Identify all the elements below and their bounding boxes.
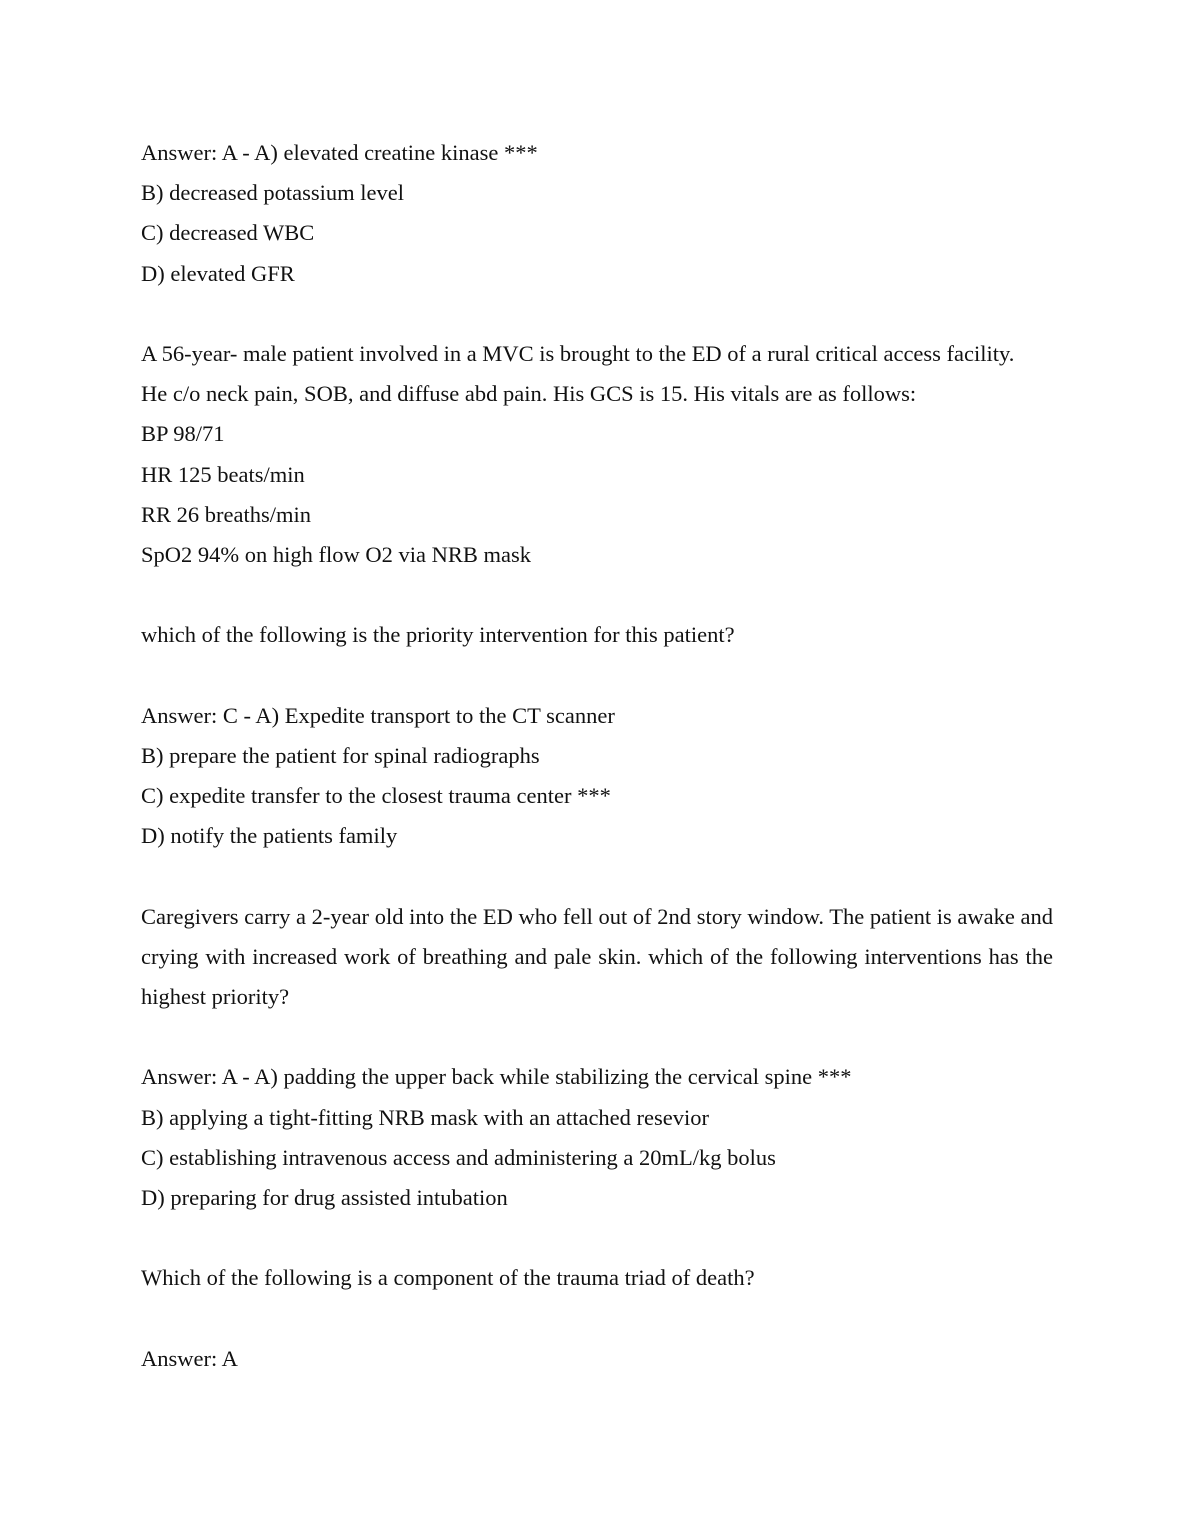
option-c: C) decreased WBC — [141, 220, 315, 246]
q4-answer-key: Answer: A — [141, 1345, 238, 1371]
option-b: B) prepare the patient for spinal radiographs — [141, 742, 540, 768]
spacer — [141, 294, 1053, 334]
stem-line: He c/o neck pain, SOB, and diffuse abd pain. His GCS is 15. His vitals are as follows: — [141, 381, 917, 407]
page-text — [141, 133, 1053, 1379]
spacer — [141, 1017, 1053, 1057]
q2-vitals — [141, 414, 1053, 575]
spacer — [141, 1298, 1053, 1338]
answer-key-line: Answer: C - A) Expedite transport to the CT scanner — [141, 702, 615, 728]
spacer — [141, 575, 1053, 615]
vital-bp: BP 98/71 — [141, 421, 225, 447]
stem-line: A 56-year- male patient involved in a MVC is brought to the ED of a rural critical access facility. — [141, 340, 1015, 366]
option-d: D) notify the patients family — [141, 823, 398, 849]
spacer — [141, 856, 1053, 896]
vital-hr: HR 125 beats/min — [141, 461, 305, 487]
option-d: D) elevated GFR — [141, 260, 295, 286]
answer-key-line: Answer: A - A) elevated creatine kinase *** — [141, 140, 538, 165]
option-c: C) expedite transfer to the closest trauma center *** — [141, 783, 611, 808]
q3-answer-block — [141, 1057, 1053, 1218]
option-b: B) applying a tight-fitting NRB mask with an attached resevior — [141, 1104, 710, 1130]
option-d: D) preparing for drug assisted intubation — [141, 1184, 508, 1210]
spacer — [141, 1218, 1053, 1258]
q4-question: Which of the following is a component of the trauma triad of death? — [141, 1265, 755, 1291]
q2-answer-block — [141, 696, 1053, 857]
option-b: B) decreased potassium level — [141, 180, 405, 206]
option-c: C) establishing intravenous access and administering a 20mL/kg bolus — [141, 1144, 776, 1170]
answer-key-line: Answer: A - A) padding the upper back while stabilizing the cervical spine *** — [141, 1064, 852, 1090]
vital-spo2: SpO2 94% on high flow O2 via NRB mask — [141, 541, 531, 567]
q2-question: which of the following is the priority intervention for this patient? — [141, 622, 735, 648]
q2-stem — [141, 334, 1053, 414]
q1-answer-block — [141, 133, 1053, 294]
q3-stem: Caregivers carry a 2-year old into the ED who fell out of 2nd story window. The patient is awake and crying with increased work of breathing and pale skin. which of the following interventions has the highest priority? — [141, 903, 1053, 1009]
spacer — [141, 655, 1053, 695]
vital-rr: RR 26 breaths/min — [141, 501, 311, 527]
